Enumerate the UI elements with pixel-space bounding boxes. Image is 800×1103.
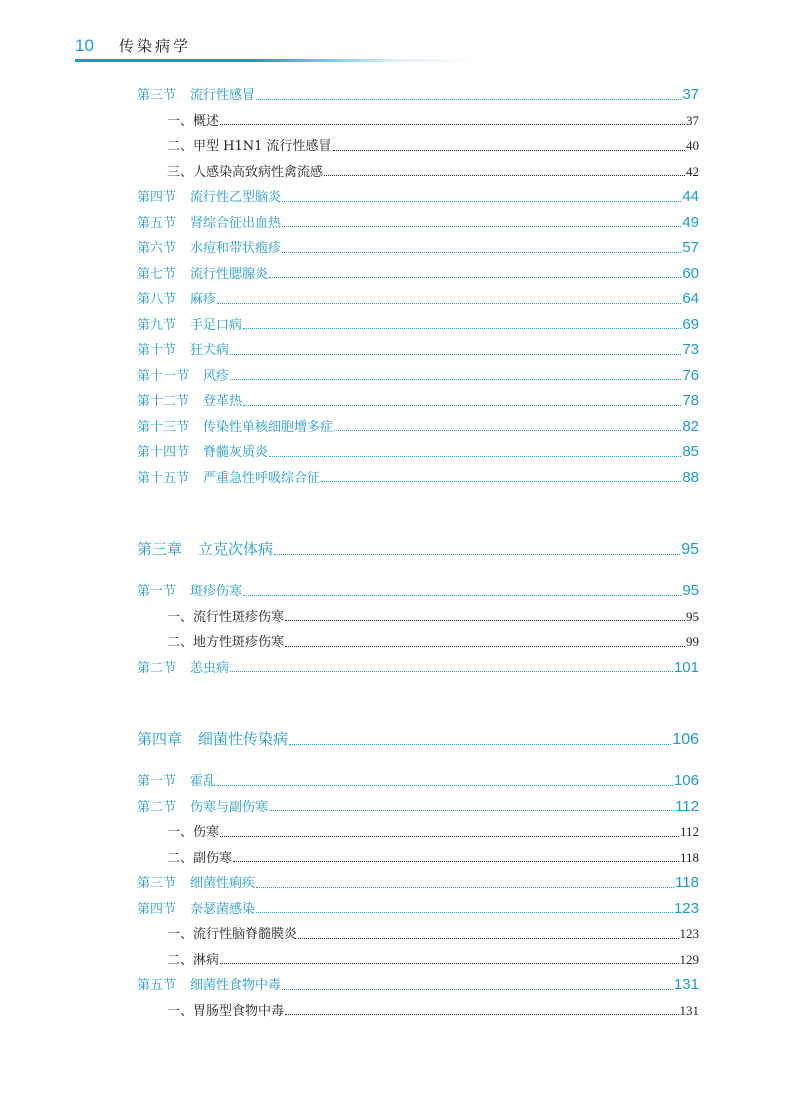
section-title: 水痘和带状疱疹: [190, 241, 282, 256]
page-ref: 131: [679, 1002, 699, 1018]
toc-subsection-entry[interactable]: [137, 998, 699, 1024]
toc-section-entry[interactable]: [137, 439, 699, 465]
page-ref: 118: [675, 874, 699, 891]
page-ref: 78: [682, 392, 699, 409]
section-number: 第六节: [137, 241, 177, 256]
page-ref: 64: [682, 290, 699, 307]
subsection-title: 一、流行性脑脊髓膜炎: [167, 927, 298, 942]
toc-chapter-4[interactable]: [137, 724, 699, 754]
section-title: 斑疹伤寒: [190, 584, 243, 599]
page-ref: 37: [682, 86, 699, 103]
subsection-title: 一、胃肠型食物中毒: [167, 1003, 285, 1019]
page-ref: 76: [682, 366, 699, 384]
dot-leader: [220, 111, 685, 125]
subsection-title: 一、流行性斑疹伤寒: [167, 609, 285, 625]
section-title: 细菌性食物中毒: [190, 978, 282, 993]
section-title: 细菌性痢疾: [190, 876, 256, 891]
section-title: 手足口病: [190, 317, 243, 333]
page-ref: 69: [682, 315, 699, 333]
section-title: 传染性单核细胞增多症: [203, 419, 334, 435]
page-ref: 112: [679, 824, 699, 839]
toc-section-entry[interactable]: [137, 184, 699, 210]
table-of-contents: [137, 82, 699, 1023]
page-ref: 95: [682, 582, 699, 599]
toc-section-entry[interactable]: [137, 578, 699, 604]
section-title: 脊髓灰质炎: [203, 445, 269, 460]
toc-section-entry[interactable]: [137, 337, 699, 363]
section-number: 第十一节: [137, 368, 190, 384]
section-number: 第三节: [137, 88, 177, 103]
section-number: 第十四节: [137, 445, 190, 460]
section-number: 第五节: [137, 215, 177, 231]
dot-leader: [243, 582, 681, 596]
toc-section-entry[interactable]: [137, 465, 699, 491]
page-ref: 60: [682, 264, 699, 282]
toc-section-entry[interactable]: [137, 312, 699, 338]
toc-chapter-3[interactable]: [137, 534, 699, 564]
dot-leader: [256, 86, 681, 100]
section-title: 流行性乙型脑炎: [190, 190, 282, 205]
section-number: 第七节: [137, 266, 177, 282]
toc-section-entry[interactable]: [137, 210, 699, 236]
section-title: 登革热: [203, 394, 243, 409]
page-ref: 112: [675, 797, 699, 815]
toc-section-entry[interactable]: [137, 235, 699, 261]
section-title: 肾综合征出血热: [190, 215, 282, 231]
page-ref: 40: [686, 138, 699, 153]
section-title: 霍乱: [190, 774, 217, 789]
toc-section-entry[interactable]: [137, 414, 699, 440]
chapter-number: 第四章: [137, 730, 183, 748]
section-number: 第二节: [137, 660, 177, 676]
toc-block-chapter2-sections: [137, 82, 699, 490]
section-title: 风疹: [203, 368, 230, 384]
header-rule: [75, 59, 475, 62]
dot-leader: [230, 366, 681, 380]
dot-leader: [220, 823, 679, 837]
dot-leader: [282, 976, 673, 990]
section-number: 第四节: [137, 190, 177, 205]
dot-leader: [230, 341, 681, 355]
dot-leader: [269, 264, 681, 278]
dot-leader: [334, 417, 681, 431]
dot-leader: [230, 658, 673, 672]
section-title: 流行性感冒: [190, 88, 256, 103]
toc-section-entry[interactable]: [137, 261, 699, 287]
dot-leader: [298, 925, 678, 939]
toc-section-entry[interactable]: [137, 870, 699, 896]
dot-leader: [217, 772, 673, 786]
section-number: 第九节: [137, 317, 177, 333]
subsection-title: 一、概述: [167, 113, 220, 129]
dot-leader: [269, 797, 674, 811]
section-number: 第十二节: [137, 394, 190, 409]
toc-section-entry[interactable]: [137, 972, 699, 998]
chapter-title: 立克次体病: [198, 540, 274, 558]
toc-section-entry[interactable]: [137, 655, 699, 681]
dot-leader: [269, 443, 681, 457]
section-title: 伤寒与副伤寒: [190, 799, 269, 815]
subsection-title: 二、地方性斑疹伤寒: [167, 635, 285, 650]
page-ref: 123: [673, 899, 699, 917]
dot-leader: [217, 290, 681, 304]
dot-leader: [233, 848, 679, 862]
page-ref: 88: [682, 468, 699, 486]
toc-subsection-entry[interactable]: [137, 604, 699, 630]
section-number: 第二节: [137, 799, 177, 815]
page-ref: 95: [686, 608, 699, 624]
toc-subsection-entry[interactable]: [137, 133, 699, 159]
toc-section-entry[interactable]: [137, 363, 699, 389]
subsection-title: 二、副伤寒: [167, 850, 233, 866]
section-number: 第十三节: [137, 419, 190, 435]
toc-subsection-entry[interactable]: [137, 819, 699, 845]
dot-leader: [282, 213, 681, 227]
section-number: 第十节: [137, 343, 177, 358]
subsection-title: 三、人感染高致病性禽流感: [167, 164, 324, 180]
dot-leader: [333, 137, 685, 151]
dot-leader: [285, 633, 685, 647]
dot-leader: [243, 392, 681, 406]
page-ref: 106: [673, 772, 699, 789]
dot-leader: [274, 539, 680, 555]
running-header: [75, 30, 475, 60]
page-ref: 73: [682, 341, 699, 358]
page-ref: 129: [679, 951, 699, 967]
chapter-number: 第三章: [137, 540, 183, 558]
toc-subsection-entry[interactable]: [137, 108, 699, 134]
section-number: 第四节: [137, 901, 177, 917]
page-ref: 131: [673, 976, 699, 993]
book-title: 传染病学: [119, 37, 192, 55]
section-number: 第一节: [137, 774, 177, 789]
page-ref: 85: [682, 443, 699, 460]
toc-section-entry[interactable]: [137, 896, 699, 922]
subsection-title: 二、甲型 H1N1 流行性感冒: [167, 139, 332, 154]
dot-leader: [324, 162, 685, 176]
subsection-title: 一、伤寒: [167, 825, 220, 840]
toc-subsection-entry[interactable]: [137, 921, 699, 947]
chapter-page: 106: [672, 731, 699, 748]
page-ref: 123: [679, 926, 699, 941]
toc-section-entry[interactable]: [137, 388, 699, 414]
page-ref: 42: [686, 163, 699, 179]
section-title: 狂犬病: [190, 343, 230, 358]
section-title: 麻疹: [190, 292, 217, 307]
section-number: 第五节: [137, 978, 177, 993]
section-title: 恙虫病: [190, 660, 230, 676]
section-title: 奈瑟菌感染: [190, 901, 256, 917]
section-number: 第一节: [137, 584, 177, 599]
toc-subsection-entry[interactable]: [137, 159, 699, 185]
page-ref: 57: [682, 239, 699, 256]
page-ref: 44: [682, 188, 699, 205]
section-number: 第十五节: [137, 470, 190, 486]
dot-leader: [321, 468, 681, 482]
section-number: 第八节: [137, 292, 177, 307]
section-title: 流行性腮腺炎: [190, 266, 269, 282]
dot-leader: [220, 950, 678, 964]
toc-section-entry[interactable]: [137, 768, 699, 794]
page-number: 10: [75, 36, 94, 55]
toc-section-entry[interactable]: [137, 286, 699, 312]
dot-leader: [243, 315, 681, 329]
dot-leader: [256, 899, 673, 913]
page-ref: 101: [673, 658, 699, 676]
dot-leader: [285, 607, 685, 621]
page-ref: 118: [679, 849, 699, 865]
dot-leader: [285, 1001, 678, 1015]
toc-subsection-entry[interactable]: [137, 845, 699, 871]
subsection-title: 二、淋病: [167, 952, 220, 968]
section-number: 第三节: [137, 876, 177, 891]
toc-section-entry[interactable]: [137, 794, 699, 820]
toc-subsection-entry[interactable]: [137, 629, 699, 655]
page-ref: 82: [682, 417, 699, 435]
dot-leader: [282, 239, 681, 253]
dot-leader: [256, 874, 674, 888]
toc-block-chapter3-sections: [137, 578, 699, 680]
toc-section-entry[interactable]: [137, 82, 699, 108]
chapter-title: 细菌性传染病: [198, 730, 289, 748]
section-title: 严重急性呼吸综合征: [203, 470, 321, 486]
toc-subsection-entry[interactable]: [137, 947, 699, 973]
page-ref: 49: [682, 213, 699, 231]
toc-block-chapter4-sections: [137, 768, 699, 1023]
dot-leader: [282, 188, 681, 202]
chapter-page: 95: [681, 541, 699, 558]
dot-leader: [289, 729, 671, 745]
page-ref: 37: [686, 112, 699, 128]
page-ref: 99: [686, 634, 699, 649]
